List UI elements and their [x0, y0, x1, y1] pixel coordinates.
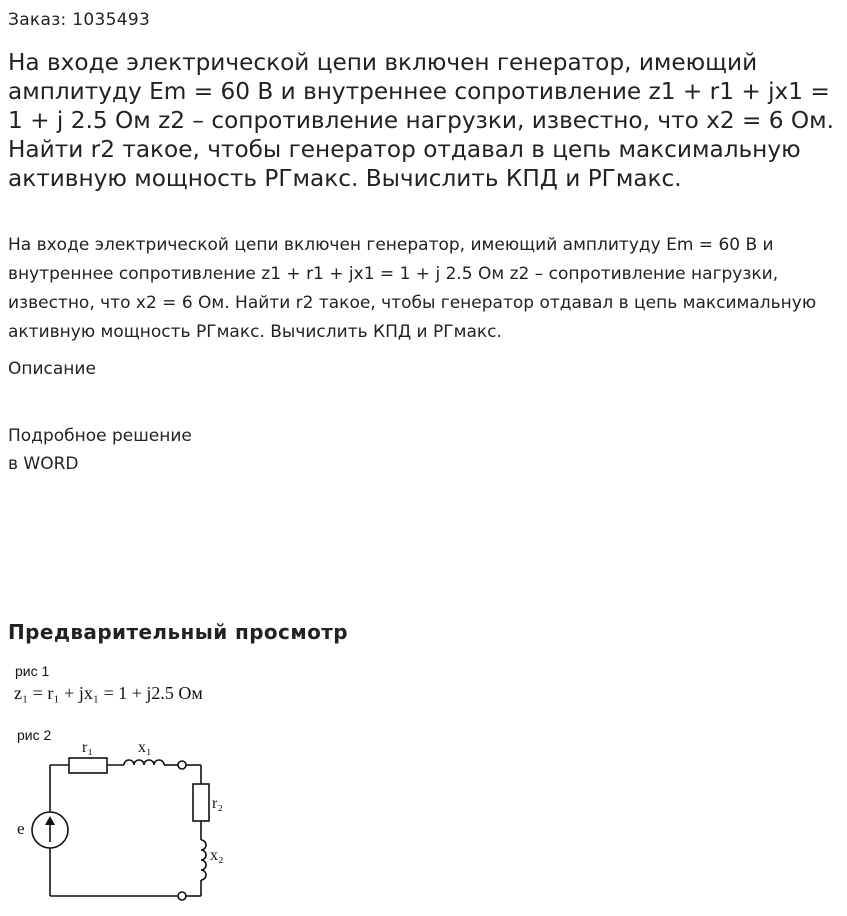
order-number: Заказ: 1035493: [8, 10, 151, 30]
label-x2: x₂: [210, 847, 224, 864]
label-r1: r₁: [82, 739, 93, 756]
label-r2: r₂: [212, 795, 223, 812]
circuit-diagram: [0, 730, 260, 916]
solution-note-line2: в WORD: [8, 454, 79, 474]
inductor-x2: [201, 840, 206, 880]
label-e: e: [17, 819, 25, 838]
inductor-x1: [124, 760, 164, 765]
label-x1: x₁: [138, 739, 152, 756]
task-title: На входе электрической цепи включен генератор, имеющий амплитуду Em = 60 В и внутреннее сопротивление z1 + r1 + jx1 = 1 + j 2.5 Ом z2 – сопротивление нагрузки, известно, что x2 = 6 Ом. Найти r2 такое, чтобы генератор отдавал в цепь максимальную активную мощность РГмакс. Вычислить КПД и РГмакс.: [8, 49, 835, 192]
task-description: На входе электрической цепи включен генератор, имеющий амплитуду Em = 60 В и внутреннее сопротивление z1 + r1 + jx1 = 1 + j 2.5 Ом z2 – сопротивление нагрузки, известно, что x2 = 6 Ом. Найти r2 такое, чтобы генератор отдавал в цепь максимальную активную мощность РГмакс. Вычислить КПД и РГмакс.: [8, 235, 817, 342]
figure2-label: рис 2: [17, 727, 52, 743]
terminal-bottom: [178, 892, 186, 900]
preview-heading: Предварительный просмотр: [8, 620, 348, 644]
description-section-label: Описание: [8, 359, 96, 379]
figure1-label: рис 1: [15, 663, 50, 679]
resistor-r2: [193, 784, 209, 821]
terminal-top: [178, 761, 186, 769]
solution-note-line1: Подробное решение: [8, 426, 192, 446]
impedance-formula: z₁ = r₁ + jx₁ = 1 + j2.5 Ом: [14, 683, 203, 703]
resistor-r1: [69, 758, 107, 773]
solution-note: [8, 422, 192, 478]
